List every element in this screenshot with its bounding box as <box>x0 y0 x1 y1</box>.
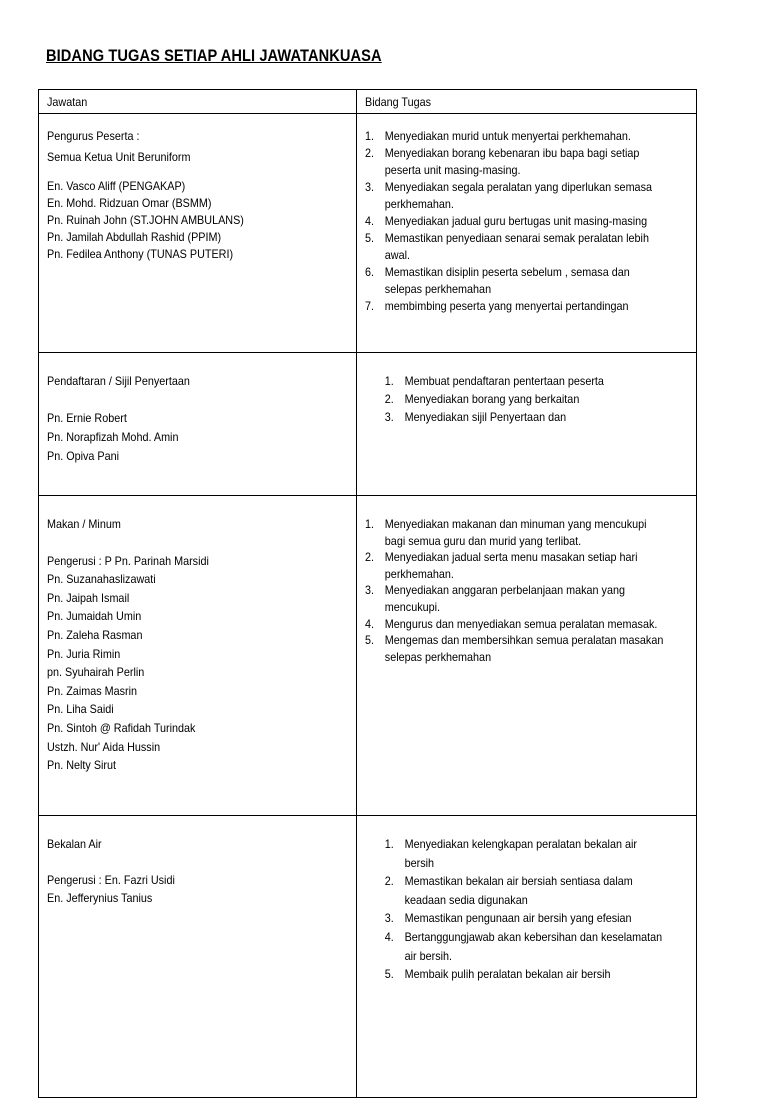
task-list <box>365 128 652 315</box>
role-title: Makan / Minum <box>47 517 121 531</box>
member-name: Pn. Ruinah John (ST.JOHN AMBULANS) <box>47 213 244 227</box>
tasks-cell <box>357 816 697 1098</box>
header-bidang-tugas-label: Bidang Tugas <box>365 95 432 109</box>
list-item: 3. Memastikan pengunaan air bersih yang efesian <box>384 911 632 926</box>
list-item: 2. Memastikan bekalan air bersiah sentiasa dalam keadaan sedia digunakan <box>384 874 633 907</box>
role-title: Bekalan Air <box>47 837 102 851</box>
role-cell <box>39 816 357 1098</box>
list-item: 5. Membaik pulih peralatan bekalan air bersih <box>384 967 611 982</box>
list-item: 3. Menyediakan sijil Penyertaan dan <box>384 410 567 424</box>
header-jawatan-label: Jawatan <box>47 95 88 109</box>
role-title: Pendaftaran / Sijil Penyertaan <box>47 374 190 388</box>
member-name: Pn. Jaipah Ismail <box>47 590 130 605</box>
list-item: 2. Menyediakan borang kebenaran ibu bapa bagi setiap peserta unit masing-masing. <box>365 146 640 177</box>
role-cell <box>39 496 357 816</box>
role-cell <box>39 114 357 353</box>
member-name: Pengerusi : En. Fazri Usidi <box>47 873 175 887</box>
task-list <box>365 372 604 426</box>
role-subtitle: Semua Ketua Unit Beruniform <box>47 150 191 164</box>
member-name: Pn. Nelty Sirut <box>47 758 117 773</box>
member-name: Pn. Jumaidah Umin <box>47 609 142 624</box>
list-item: 2. Menyediakan borang yang berkaitan <box>384 392 580 406</box>
role-cell <box>39 353 357 496</box>
list-item: 1. Menyediakan makanan dan minuman yang mencukupi bagi semua guru dan murid yang terlibat. <box>365 517 647 548</box>
list-item: 4. Menyediakan jadual guru bertugas unit masing-masing <box>365 214 648 228</box>
list-item: 5. Mengemas dan membersihkan semua peralatan masakan selepas perkhemahan <box>365 633 664 664</box>
table-row <box>39 353 697 496</box>
list-item: 2. Menyediakan jadual serta menu masakan setiap hari perkhemahan. <box>365 550 638 581</box>
list-item: 5. Memastikan penyediaan senarai semak peralatan lebih awal. <box>365 231 649 262</box>
list-item: 1. Menyediakan murid untuk menyertai perkhemahan. <box>365 129 631 143</box>
table-row <box>39 114 697 353</box>
member-name: Pn. Juria Rimin <box>47 646 121 661</box>
member-name: pn. Syuhairah Perlin <box>47 665 145 680</box>
list-item: 3. Menyediakan segala peralatan yang diperlukan semasa perkhemahan. <box>365 180 652 211</box>
task-list <box>365 516 663 665</box>
member-name: Pn. Opiva Pani <box>47 449 120 463</box>
member-name: En. Mohd. Ridzuan Omar (BSMM) <box>47 196 212 210</box>
member-name: Pn. Norapfizah Mohd. Amin <box>47 430 179 444</box>
list-item: 1. Menyediakan kelengkapan peralatan bekalan air bersih <box>384 837 637 870</box>
list-item: 4. Mengurus dan menyediakan semua peralatan memasak. <box>365 616 658 631</box>
member-name: Pn. Fedilea Anthony (TUNAS PUTERI) <box>47 247 234 261</box>
member-name: En. Jefferynius Tanius <box>47 891 153 905</box>
role-title: Pengurus Peserta : <box>47 129 140 143</box>
list-item: 6. Memastikan disiplin peserta sebelum , semasa dan selepas perkhemahan <box>365 265 630 296</box>
member-name: Pengerusi : P Pn. Parinah Marsidi <box>47 553 209 568</box>
page-title: BIDANG TUGAS SETIAP AHLI JAWATANKUASA <box>46 46 382 65</box>
member-name: Pn. Suzanahaslizawati <box>47 572 156 587</box>
list-item: 7. membimbing peserta yang menyertai pertandingan <box>365 299 629 313</box>
tasks-cell <box>357 496 697 816</box>
member-name: Pn. Liha Saidi <box>47 702 114 717</box>
tasks-cell <box>357 114 697 353</box>
member-name: Pn. Zaimas Masrin <box>47 683 138 698</box>
list-item: 3. Menyediakan anggaran perbelanjaan makan yang mencukupi. <box>365 583 625 614</box>
list-item: 1. Membuat pendaftaran pentertaan peserta <box>384 374 604 388</box>
table-row <box>39 496 697 816</box>
member-name: Pn. Ernie Robert <box>47 411 127 425</box>
header-jawatan <box>39 90 357 114</box>
member-name: Ustzh. Nur' Aida Hussin <box>47 739 161 754</box>
header-bidang-tugas <box>357 90 697 114</box>
duty-table <box>38 89 697 1098</box>
member-name: Pn. Jamilah Abdullah Rashid (PPIM) <box>47 230 222 244</box>
table-header-row <box>39 90 697 114</box>
member-name: En. Vasco Aliff (PENGAKAP) <box>47 179 186 193</box>
tasks-cell <box>357 353 697 496</box>
table-row <box>39 816 697 1098</box>
task-list <box>365 835 662 984</box>
member-name: Pn. Sintoh @ Rafidah Turindak <box>47 720 196 735</box>
list-item: 4. Bertanggungjawab akan kebersihan dan keselamatan air bersih. <box>384 929 663 963</box>
member-name: Pn. Zaleha Rasman <box>47 627 143 642</box>
